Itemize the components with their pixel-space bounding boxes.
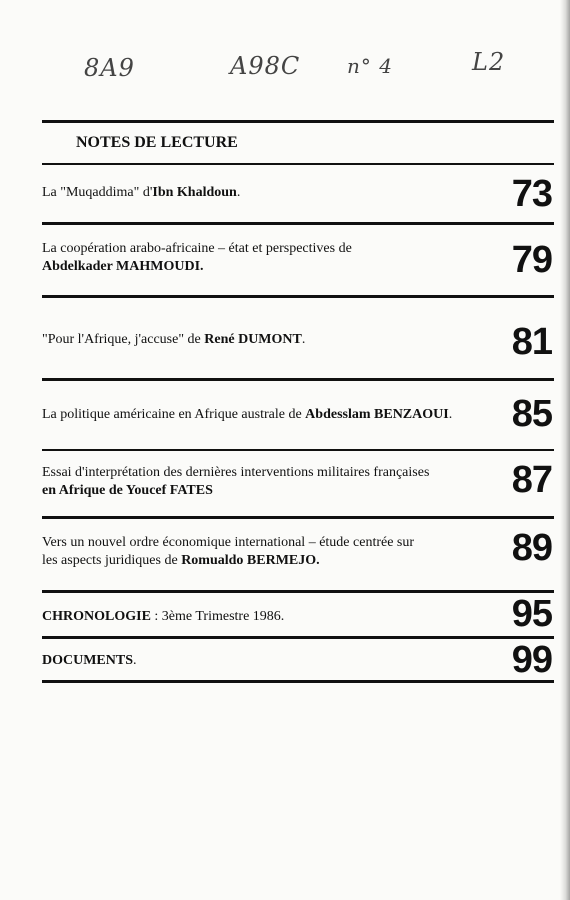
handwritten-note: n° 4 [347,54,393,78]
divider [42,636,554,639]
handwritten-note: A98C [230,52,301,80]
page-number: 85 [511,393,552,435]
section-title: NOTES DE LECTURE [76,134,238,151]
toc-entry [42,172,554,220]
entry-author: Abdelkader MAHMOUDI. [42,259,204,274]
page-number: 99 [511,639,552,681]
divider [42,378,554,381]
divider [42,163,554,165]
entry-author: Romualdo BERMEJO. [181,553,320,568]
page-number: 79 [511,239,552,281]
divider [42,590,554,593]
toc-entry [42,390,554,440]
page-edge-shadow [560,0,570,900]
toc-entry [42,528,554,584]
handwritten-note: 8A9 [84,54,135,82]
entry-text [42,406,512,424]
entry-heading: CHRONOLOGIE [42,609,151,624]
entry-author: Abdesslam BENZAOUI [305,407,449,422]
entry-text [42,464,482,500]
entry-author: René DUMONT [204,332,302,347]
entry-text [42,652,482,670]
toc-entry [42,232,554,292]
entry-title: "Pour l'Afrique, j'accuse" de [42,332,205,347]
divider [42,516,554,519]
entry-title-continued: en Afrique de [42,483,126,498]
entry-heading: DOCUMENTS [42,653,134,668]
entry-title: La coopération arabo-africaine – état et perspectives de [42,241,352,256]
entry-detail: : 3ème Trimestre 1986. [150,609,285,624]
toc-entry [42,310,554,370]
entry-punctuation: . [236,185,241,200]
toc-entry [42,639,554,681]
entry-text [42,240,482,276]
entry-title: Vers un nouvel ordre économique international – étude centrée sur [42,535,415,550]
page-number: 89 [511,527,552,569]
entry-text [42,534,482,570]
entry-punctuation: . [133,653,137,668]
entry-text [42,608,482,626]
entry-text [42,184,482,202]
page-number: 87 [511,459,552,501]
divider [42,680,554,683]
toc-entry [42,458,554,514]
entry-punctuation: . [301,332,306,347]
handwritten-note: L2 [472,48,506,76]
handwritten-annotation [0,48,570,88]
page-number: 73 [511,173,552,215]
page-number: 81 [511,321,552,363]
entry-author: Ibn Khaldoun [152,185,237,200]
divider [42,222,554,225]
entry-title: Essai d'interprétation des dernières interventions militaires françaises [42,465,430,480]
divider [42,449,554,451]
toc-entry [42,593,554,635]
page-number: 95 [511,593,552,635]
entry-title-continued: les aspects juridiques de [42,553,182,568]
entry-punctuation: . [448,407,453,422]
entry-text [42,331,482,349]
entry-title: La "Muqaddima" d' [42,185,153,200]
divider [42,295,554,298]
entry-author: Youcef FATES [125,483,213,498]
entry-title: La politique américaine en Afrique australe de [42,407,306,422]
divider [42,120,554,123]
